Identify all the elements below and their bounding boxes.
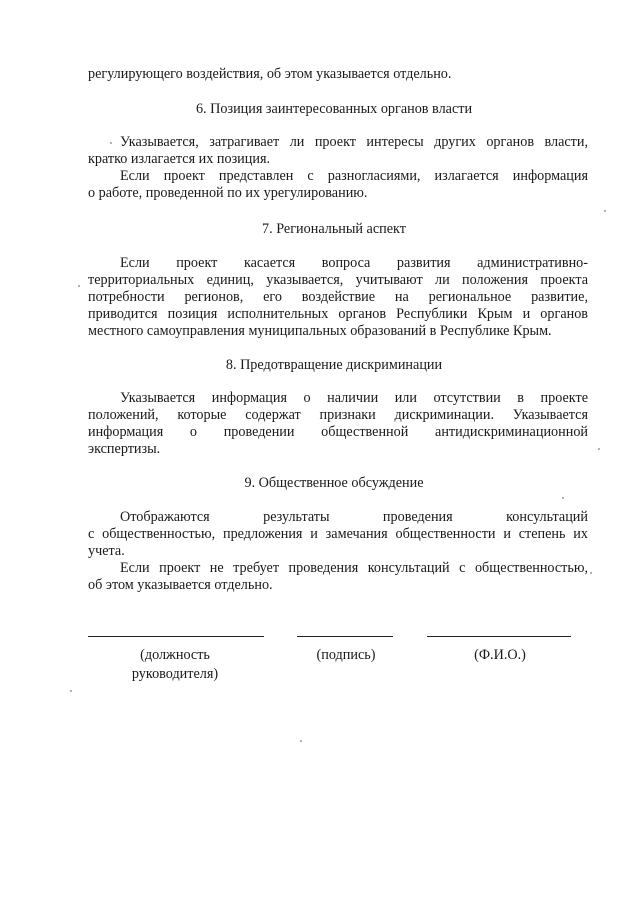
scan-speck: [70, 690, 72, 692]
name-label: (Ф.И.О.): [474, 647, 526, 663]
section-7-line-2: территориальных единиц, указывается, учитывают ли положения проекта: [88, 272, 588, 288]
section-9-heading: 9. Общественное обсуждение: [244, 475, 424, 491]
section-6-paragraph-2-line-1: Если проект представлен с разногласиями, излагается информация: [120, 168, 588, 184]
intro-line: регулирующего воздействия, об этом указывается отдельно.: [88, 66, 452, 82]
scan-speck: [598, 448, 600, 450]
section-7-heading: 7. Региональный аспект: [262, 221, 406, 237]
section-6-heading: 6. Позиция заинтересованных органов власти: [195, 101, 473, 117]
position-label: [110, 646, 240, 684]
section-8-line-2: положений, которые содержат признаки дискриминации. Указывается: [88, 407, 588, 423]
name-signature-line: [427, 636, 571, 637]
scan-speck: [562, 497, 564, 499]
section-9-paragraph-1-line-1: Отображаются результаты проведения консультаций: [120, 509, 588, 525]
section-8-line-3: информация о проведении общественной антидискриминационной: [88, 424, 588, 440]
sign-signature-line: [297, 636, 393, 637]
sign-label: (подпись): [316, 647, 376, 663]
scan-speck: [604, 210, 606, 212]
section-6-paragraph-2-line-2: о работе, проведенной по их урегулированию.: [88, 185, 368, 201]
section-9-paragraph-1-line-2: с общественностью, предложения и замечания общественности и степень их: [88, 526, 588, 542]
scan-speck: [78, 285, 80, 287]
section-8-line-4: экспертизы.: [88, 441, 161, 457]
section-7-line-1: Если проект касается вопроса развития административно-: [120, 255, 588, 271]
section-7-line-5: местного самоуправления муниципальных образований в Республике Крым.: [88, 323, 552, 339]
section-7-line-4: приводится позиция исполнительных органов Республики Крым и органов: [88, 306, 588, 322]
section-8-heading: 8. Предотвращение дискриминации: [225, 357, 443, 373]
scan-speck: [110, 142, 112, 144]
section-7-line-3: потребности регионов, его воздействие на региональное развитие,: [88, 289, 588, 305]
section-6-paragraph-1-line-1: Указывается, затрагивает ли проект интересы других органов власти,: [120, 134, 588, 150]
position-signature-line: [88, 636, 264, 637]
position-label-line-1: (должность: [140, 647, 210, 663]
scan-speck: [590, 572, 592, 574]
position-label-line-2: руководителя): [131, 666, 219, 682]
scan-speck: [300, 740, 302, 742]
section-8-line-1: Указывается информация о наличии или отсутствии в проекте: [120, 390, 588, 406]
section-9-paragraph-2-line-1: Если проект не требует проведения консультаций с общественностью,: [120, 560, 588, 576]
section-9-paragraph-1-line-3: учета.: [88, 543, 125, 559]
section-9-paragraph-2-line-2: об этом указывается отдельно.: [88, 577, 273, 593]
section-6-paragraph-1-line-2: кратко излагается их позиция.: [88, 151, 271, 167]
